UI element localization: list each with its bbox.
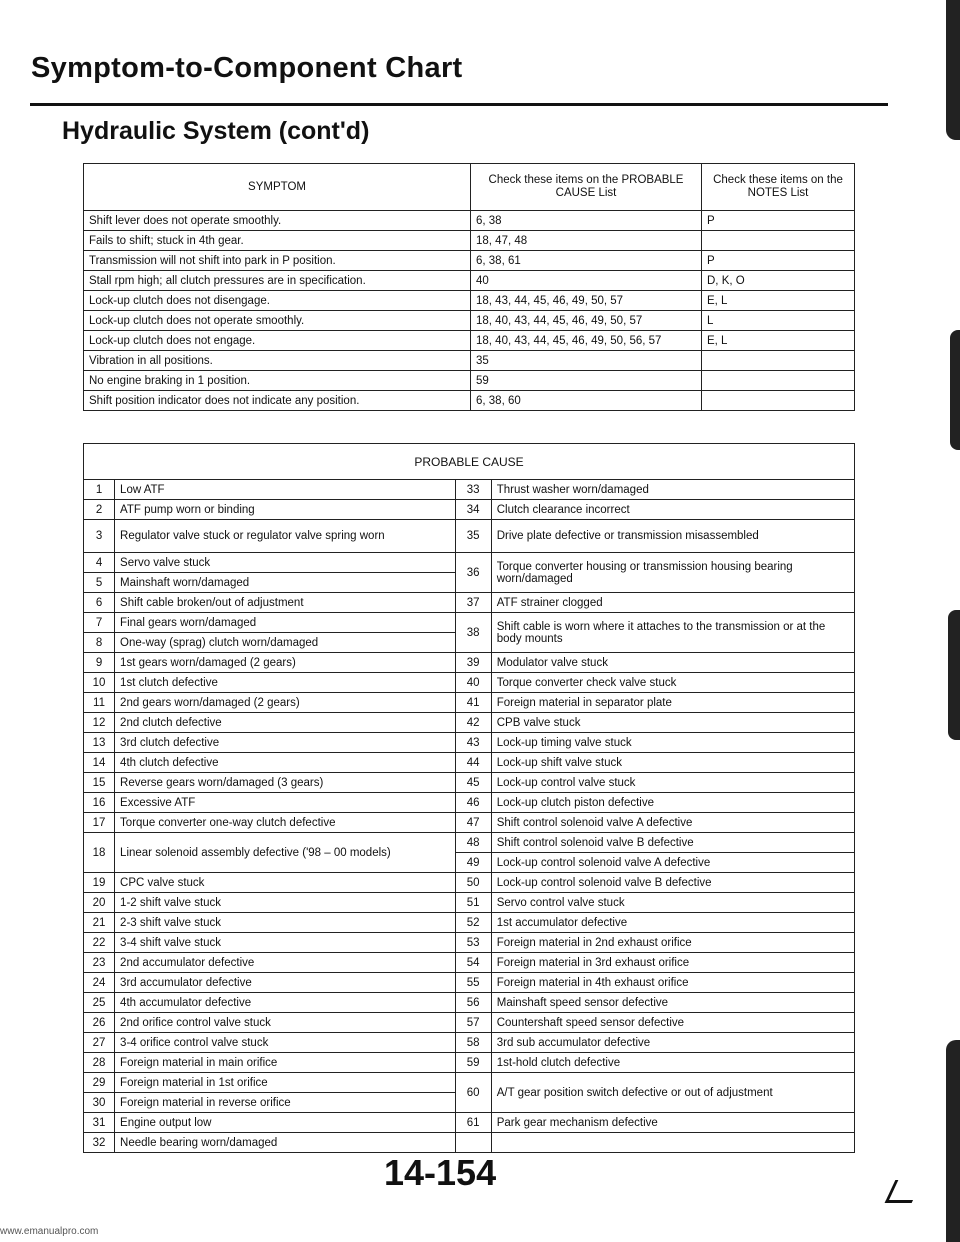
cause-description: Mainshaft speed sensor defective: [491, 993, 854, 1013]
cause-number: 9: [84, 653, 115, 673]
symptom-cell: Transmission will not shift into park in P position.: [84, 251, 471, 271]
table-row: [84, 733, 855, 753]
table-row: [84, 773, 855, 793]
cause-description: Engine output low: [115, 1113, 455, 1133]
page-title: Symptom-to-Component Chart: [31, 52, 463, 84]
cause-number: 19: [84, 873, 115, 893]
cause-number: 48: [455, 833, 491, 853]
cause-number: 38: [455, 613, 491, 653]
cause-number: 60: [455, 1073, 491, 1113]
cause-description: Park gear mechanism defective: [491, 1113, 854, 1133]
cause-number: 59: [455, 1053, 491, 1073]
symptom-cell: Shift lever does not operate smoothly.: [84, 211, 471, 231]
cause-description: Regulator valve stuck or regulator valve spring worn: [115, 520, 455, 553]
cause-description: Lock-up control solenoid valve A defective: [491, 853, 854, 873]
table-row: [84, 351, 855, 371]
header-probable-cause: Check these items on the PROBABLE CAUSE List: [471, 164, 702, 211]
cause-number: 16: [84, 793, 115, 813]
cause-description: 1-2 shift valve stuck: [115, 893, 455, 913]
table-row: [84, 331, 855, 351]
cause-number: 22: [84, 933, 115, 953]
cause-number: 40: [455, 673, 491, 693]
cause-description: 2nd accumulator defective: [115, 953, 455, 973]
table-row: [84, 1053, 855, 1073]
table-row: [84, 211, 855, 231]
cause-description: Torque converter one-way clutch defective: [115, 813, 455, 833]
table-row: [84, 933, 855, 953]
cause-description: Lock-up clutch piston defective: [491, 793, 854, 813]
cause-number: 47: [455, 813, 491, 833]
cause-number: 6: [84, 593, 115, 613]
cause-description: 1st gears worn/damaged (2 gears): [115, 653, 455, 673]
cause-description: 2nd gears worn/damaged (2 gears): [115, 693, 455, 713]
cause-description: Lock-up timing valve stuck: [491, 733, 854, 753]
cause-description: 3rd clutch defective: [115, 733, 455, 753]
cause-description: 1st-hold clutch defective: [491, 1053, 854, 1073]
table-row: [84, 1073, 855, 1093]
cause-description: CPC valve stuck: [115, 873, 455, 893]
cause-description: 4th clutch defective: [115, 753, 455, 773]
cause-number: 26: [84, 1013, 115, 1033]
probable-cell: 18, 40, 43, 44, 45, 46, 49, 50, 56, 57: [471, 331, 702, 351]
page-binding-edge: [944, 0, 960, 1242]
table-row: [84, 480, 855, 500]
probable-cell: 18, 40, 43, 44, 45, 46, 49, 50, 57: [471, 311, 702, 331]
cause-description: Linear solenoid assembly defective ('98 – 00 models): [115, 833, 455, 873]
cause-number: 31: [84, 1113, 115, 1133]
cause-description: 3rd accumulator defective: [115, 973, 455, 993]
cause-number: 34: [455, 500, 491, 520]
symptom-table-header: [84, 164, 855, 211]
table-row: [84, 893, 855, 913]
symptom-table: [83, 163, 855, 411]
symptom-cell: Vibration in all positions.: [84, 351, 471, 371]
cause-number: 54: [455, 953, 491, 973]
cause-description: Shift control solenoid valve A defective: [491, 813, 854, 833]
notes-cell: L: [702, 311, 855, 331]
cause-number: 5: [84, 573, 115, 593]
corner-bracket-mark: [885, 1180, 923, 1203]
cause-number: 52: [455, 913, 491, 933]
cause-number: 8: [84, 633, 115, 653]
notes-cell: [702, 231, 855, 251]
table-row: [84, 753, 855, 773]
probable-cell: 18, 43, 44, 45, 46, 49, 50, 57: [471, 291, 702, 311]
cause-description: ATF pump worn or binding: [115, 500, 455, 520]
cause-description: A/T gear position switch defective or out of adjustment: [491, 1073, 854, 1113]
cause-description: 3rd sub accumulator defective: [491, 1033, 854, 1053]
header-notes: Check these items on the NOTES List: [702, 164, 855, 211]
cause-description: Lock-up shift valve stuck: [491, 753, 854, 773]
table-row: [84, 1133, 855, 1153]
cause-number: 7: [84, 613, 115, 633]
cause-number: 45: [455, 773, 491, 793]
cause-description: Foreign material in 3rd exhaust orifice: [491, 953, 854, 973]
probable-cause-header: PROBABLE CAUSE: [84, 444, 855, 480]
table-row: [84, 371, 855, 391]
cause-description: Torque converter housing or transmission housing bearing worn/damaged: [491, 553, 854, 593]
table-row: [84, 553, 855, 573]
cause-number: 43: [455, 733, 491, 753]
page-number: 14-154: [384, 1152, 497, 1193]
cause-description: 3-4 shift valve stuck: [115, 933, 455, 953]
cause-description: Foreign material in 4th exhaust orifice: [491, 973, 854, 993]
table-row: [84, 813, 855, 833]
cause-description: Mainshaft worn/damaged: [115, 573, 455, 593]
table-row: [84, 673, 855, 693]
cause-number: 21: [84, 913, 115, 933]
cause-description: Servo control valve stuck: [491, 893, 854, 913]
cause-number: 36: [455, 553, 491, 593]
notes-cell: P: [702, 251, 855, 271]
cause-number: 53: [455, 933, 491, 953]
cause-number: 20: [84, 893, 115, 913]
title-rule: [30, 103, 888, 106]
table-row: [84, 500, 855, 520]
cause-number: 42: [455, 713, 491, 733]
table-row: [84, 1033, 855, 1053]
cause-number: 55: [455, 973, 491, 993]
cause-description: 3-4 orifice control valve stuck: [115, 1033, 455, 1053]
cause-number: 57: [455, 1013, 491, 1033]
cause-number: 29: [84, 1073, 115, 1093]
watermark-link[interactable]: www.emanualpro.com: [0, 1226, 99, 1237]
cause-description: Modulator valve stuck: [491, 653, 854, 673]
cause-description: Foreign material in separator plate: [491, 693, 854, 713]
cause-number: 37: [455, 593, 491, 613]
cause-description: Lock-up control valve stuck: [491, 773, 854, 793]
cause-number: 51: [455, 893, 491, 913]
cause-description: 4th accumulator defective: [115, 993, 455, 1013]
cause-number: 27: [84, 1033, 115, 1053]
cause-number: 18: [84, 833, 115, 873]
cause-description: Needle bearing worn/damaged: [115, 1133, 455, 1153]
table-row: [84, 973, 855, 993]
cause-description: Clutch clearance incorrect: [491, 500, 854, 520]
cause-description: Shift cable is worn where it attaches to the transmission or at the body mounts: [491, 613, 854, 653]
probable-cell: 6, 38, 60: [471, 391, 702, 411]
notes-cell: [702, 351, 855, 371]
cause-description: 1st accumulator defective: [491, 913, 854, 933]
table-row: [84, 291, 855, 311]
cause-description: Thrust washer worn/damaged: [491, 480, 854, 500]
cause-description: Reverse gears worn/damaged (3 gears): [115, 773, 455, 793]
table-row: [84, 833, 855, 853]
cause-description: Lock-up control solenoid valve B defective: [491, 873, 854, 893]
table-row: [84, 231, 855, 251]
cause-number: 17: [84, 813, 115, 833]
symptom-cell: Fails to shift; stuck in 4th gear.: [84, 231, 471, 251]
table-row: [84, 713, 855, 733]
cause-number: 41: [455, 693, 491, 713]
table-row: [84, 653, 855, 673]
cause-number: 39: [455, 653, 491, 673]
probable-cause-table: [83, 443, 855, 1153]
cause-number: 56: [455, 993, 491, 1013]
cause-number: 10: [84, 673, 115, 693]
cause-description: Final gears worn/damaged: [115, 613, 455, 633]
cause-number: 44: [455, 753, 491, 773]
cause-number: 1: [84, 480, 115, 500]
cause-description: Foreign material in 2nd exhaust orifice: [491, 933, 854, 953]
empty-cell: [491, 1133, 854, 1153]
cause-number: 35: [455, 520, 491, 553]
cause-number: 58: [455, 1033, 491, 1053]
cause-description: Drive plate defective or transmission misassembled: [491, 520, 854, 553]
table-row: [84, 1113, 855, 1133]
table-row: [84, 593, 855, 613]
cause-description: Excessive ATF: [115, 793, 455, 813]
cause-number: 4: [84, 553, 115, 573]
cause-description: Torque converter check valve stuck: [491, 673, 854, 693]
cause-description: Shift control solenoid valve B defective: [491, 833, 854, 853]
empty-cell: [455, 1133, 491, 1153]
cause-number: 14: [84, 753, 115, 773]
cause-description: ATF strainer clogged: [491, 593, 854, 613]
cause-description: Foreign material in main orifice: [115, 1053, 455, 1073]
cause-number: 13: [84, 733, 115, 753]
table-row: [84, 953, 855, 973]
notes-cell: E, L: [702, 331, 855, 351]
cause-description: 2nd clutch defective: [115, 713, 455, 733]
probable-cell: 18, 47, 48: [471, 231, 702, 251]
cause-description: 1st clutch defective: [115, 673, 455, 693]
cause-number: 23: [84, 953, 115, 973]
cause-number: 11: [84, 693, 115, 713]
table-row: [84, 693, 855, 713]
cause-description: 2nd orifice control valve stuck: [115, 1013, 455, 1033]
cause-description: Servo valve stuck: [115, 553, 455, 573]
notes-cell: P: [702, 211, 855, 231]
probable-cell: 6, 38, 61: [471, 251, 702, 271]
symptom-cell: Lock-up clutch does not engage.: [84, 331, 471, 351]
table-row: [84, 993, 855, 1013]
table-row: [84, 391, 855, 411]
table-row: [84, 251, 855, 271]
cause-number: 50: [455, 873, 491, 893]
cause-number: 33: [455, 480, 491, 500]
cause-number: 25: [84, 993, 115, 1013]
cause-description: Foreign material in reverse orifice: [115, 1093, 455, 1113]
cause-number: 2: [84, 500, 115, 520]
cause-number: 32: [84, 1133, 115, 1153]
probable-cell: 6, 38: [471, 211, 702, 231]
header-symptom: SYMPTOM: [84, 164, 471, 211]
cause-description: One-way (sprag) clutch worn/damaged: [115, 633, 455, 653]
notes-cell: [702, 391, 855, 411]
table-row: [84, 613, 855, 633]
cause-description: Shift cable broken/out of adjustment: [115, 593, 455, 613]
cause-description: 2-3 shift valve stuck: [115, 913, 455, 933]
table-row: [84, 271, 855, 291]
cause-description: CPB valve stuck: [491, 713, 854, 733]
table-row: [84, 1013, 855, 1033]
cause-description: Foreign material in 1st orifice: [115, 1073, 455, 1093]
symptom-cell: Lock-up clutch does not disengage.: [84, 291, 471, 311]
table-row: [84, 793, 855, 813]
symptom-cell: Lock-up clutch does not operate smoothly.: [84, 311, 471, 331]
table-row: [84, 873, 855, 893]
cause-number: 30: [84, 1093, 115, 1113]
cause-number: 46: [455, 793, 491, 813]
symptom-cell: Stall rpm high; all clutch pressures are in specification.: [84, 271, 471, 291]
table-row: [84, 913, 855, 933]
cause-number: 61: [455, 1113, 491, 1133]
notes-cell: E, L: [702, 291, 855, 311]
cause-number: 24: [84, 973, 115, 993]
notes-cell: [702, 371, 855, 391]
cause-description: Low ATF: [115, 480, 455, 500]
cause-number: 15: [84, 773, 115, 793]
probable-cell: 59: [471, 371, 702, 391]
cause-number: 28: [84, 1053, 115, 1073]
section-subtitle: Hydraulic System (cont'd): [62, 117, 370, 145]
cause-number: 49: [455, 853, 491, 873]
table-row: [84, 311, 855, 331]
table-row: [84, 520, 855, 553]
cause-description: Countershaft speed sensor defective: [491, 1013, 854, 1033]
notes-cell: D, K, O: [702, 271, 855, 291]
probable-cell: 35: [471, 351, 702, 371]
probable-cell: 40: [471, 271, 702, 291]
symptom-cell: No engine braking in 1 position.: [84, 371, 471, 391]
cause-number: 12: [84, 713, 115, 733]
cause-number: 3: [84, 520, 115, 553]
symptom-cell: Shift position indicator does not indicate any position.: [84, 391, 471, 411]
